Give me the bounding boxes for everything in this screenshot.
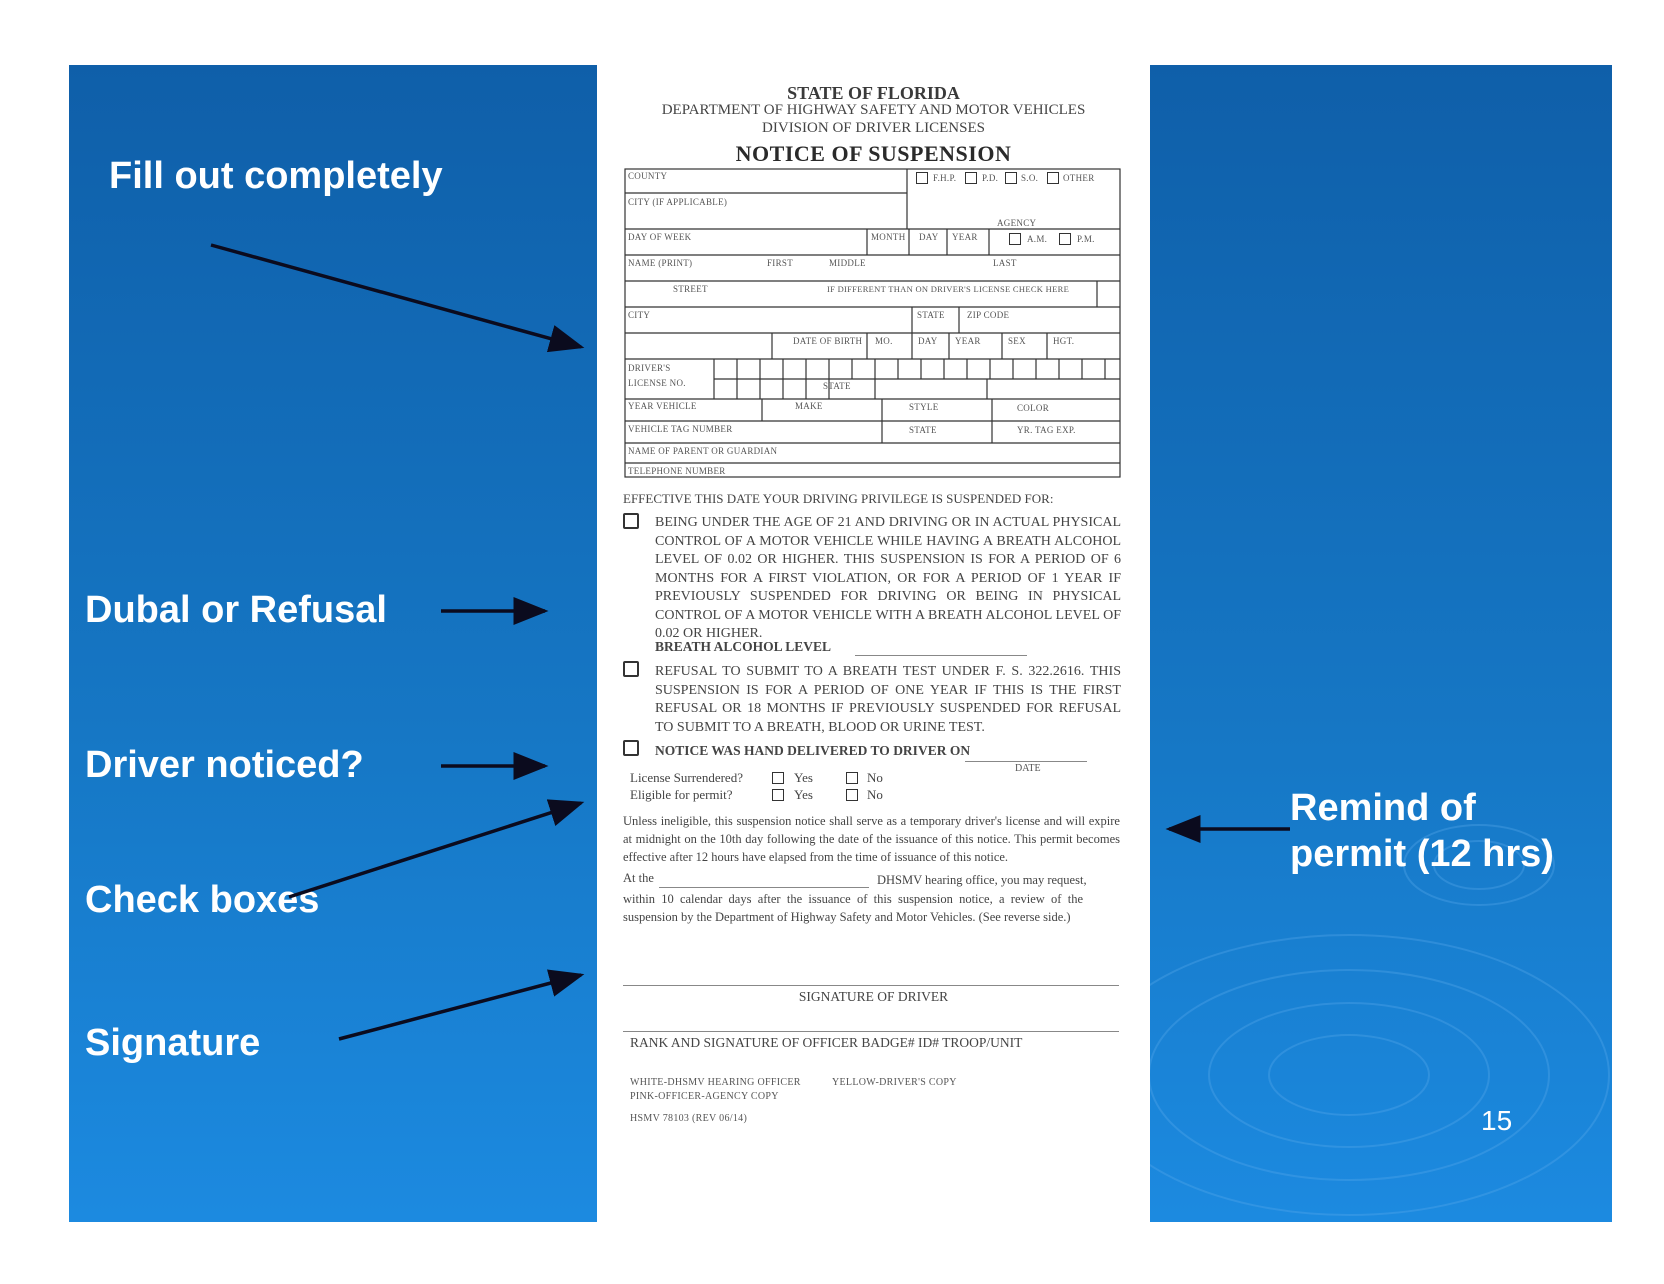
label-hgt: HGT. <box>1053 336 1075 346</box>
callout-remind-line1: Remind of <box>1290 787 1476 829</box>
label-year-vehicle: YEAR VEHICLE <box>628 401 697 411</box>
label-dob-year: YEAR <box>955 336 981 346</box>
label-tag-exp: YR. TAG EXP. <box>1017 425 1076 435</box>
label-agency: AGENCY <box>997 218 1037 228</box>
copy-white: WHITE-DHSMV HEARING OFFICER <box>630 1077 801 1088</box>
checkbox-eligible-no[interactable] <box>846 789 858 801</box>
hand-delivered-text: NOTICE WAS HAND DELIVERED TO DRIVER ON <box>655 743 971 758</box>
label-dob-mo: MO. <box>875 336 893 346</box>
license-surrendered-label: License Surrendered? <box>630 770 743 785</box>
officer-signature-line[interactable] <box>623 1031 1119 1032</box>
form-number: HSMV 78103 (REV 06/14) <box>630 1113 748 1124</box>
form-division: DIVISION OF DRIVER LICENSES <box>762 120 985 136</box>
label-tag-state: STATE <box>909 425 937 435</box>
driver-signature-label: SIGNATURE OF DRIVER <box>798 989 949 1004</box>
under21-text: BEING UNDER THE AGE OF 21 AND DRIVING OR IN ACTUAL PHYSICAL CONTROL OF A MOTOR VEHICLE WHILE HAVING A BREATH ALCOHOL LEVEL OF 0.02 OR HIGHER. THIS SUSPENSION IS FOR A PERIOD OF 6 MONTHS FOR A FIRST VIOLATION, OR FOR A PERIOD OF 1 YEAR IF PREVIOUSLY SUSPENDED FOR DRIVING OR BEING IN PHYSICAL CONTROL OF A MOTOR VEHICLE WITH A BREATH ALCOHOL LEVEL OF 0.02 OR HIGHER. <box>655 515 1121 641</box>
label-middle: MIDDLE <box>829 258 866 268</box>
label-first: FIRST <box>767 258 794 268</box>
officer-signature-label: RANK AND SIGNATURE OF OFFICER BADGE# ID# TROOP/UNIT <box>630 1035 1023 1050</box>
label-parent: NAME OF PARENT OR GUARDIAN <box>628 446 778 456</box>
refusal-text: REFUSAL TO SUBMIT TO A BREATH TEST UNDER F. S. 322.2616. THIS SUSPENSION IS FOR A PERIOD OF ONE YEAR IF THIS IS THE FIRST REFUSAL OR 18 MONTHS IF PREVIOUSLY SUSPENDED FOR REFUSAL TO SUBMIT TO A BREATH, BLOOD OR URINE TEST. <box>655 664 1121 735</box>
label-so: S.O. <box>1021 173 1039 183</box>
callout-driver-noticed: Driver noticed? <box>85 744 364 786</box>
eligible-no-label: No <box>867 787 883 802</box>
label-year: YEAR <box>952 232 978 242</box>
callout-remind-permit <box>1290 785 1554 877</box>
label-dl-line2: LICENSE NO. <box>628 378 686 388</box>
label-dob-day: DAY <box>918 336 938 346</box>
permit-text: Unless ineligible, this suspension notice shall serve as a temporary driver's license and will expire at midnight on the 10th day following the date of the issuance of this notice. This permit becomes effective after 12 hours have elapsed from the time of issuance of this notice. <box>623 814 1120 864</box>
date-label: DATE <box>1015 763 1041 774</box>
label-name-print: NAME (PRINT) <box>628 258 693 268</box>
label-color: COLOR <box>1017 403 1050 413</box>
effective-statement: EFFECTIVE THIS DATE YOUR DRIVING PRIVILEGE IS SUSPENDED FOR: <box>623 491 1054 506</box>
form-state: STATE OF FLORIDA <box>787 83 960 103</box>
form-title: NOTICE OF SUSPENSION <box>735 141 1012 166</box>
label-last: LAST <box>993 258 1017 268</box>
label-city: CITY <box>628 310 651 320</box>
callout-fill-out: Fill out completely <box>109 155 443 197</box>
checkbox-surrendered-no[interactable] <box>846 772 858 784</box>
callout-remind-line2: permit (12 hrs) <box>1290 833 1554 875</box>
hearing-office-text: DHSMV hearing office, you may request, <box>877 873 1087 887</box>
surrendered-yes-label: Yes <box>794 770 813 785</box>
checkbox-other[interactable] <box>1047 172 1059 184</box>
label-city-if-applicable: CITY (IF APPLICABLE) <box>628 197 728 207</box>
label-state: STATE <box>917 310 945 320</box>
slide-background <box>69 65 1612 1222</box>
checkbox-eligible-yes[interactable] <box>772 789 784 801</box>
label-pm: P.M. <box>1077 234 1095 244</box>
checkbox-fhp[interactable] <box>916 172 928 184</box>
label-tag: VEHICLE TAG NUMBER <box>628 424 733 434</box>
copy-pink: PINK-OFFICER-AGENCY COPY <box>630 1091 779 1102</box>
eligible-permit-label: Eligible for permit? <box>630 787 733 802</box>
callout-dubal-refusal: Dubal or Refusal <box>85 589 387 631</box>
label-street: STREET <box>673 284 708 294</box>
label-if-different: IF DIFFERENT THAN ON DRIVER'S LICENSE CHECK HERE <box>827 284 1070 294</box>
form-field-grid <box>597 65 1150 585</box>
label-dl-state: STATE <box>823 381 851 391</box>
checkbox-under21[interactable] <box>623 513 639 529</box>
label-month: MONTH <box>871 232 906 242</box>
checkbox-surrendered-yes[interactable] <box>772 772 784 784</box>
hand-delivered-date-line <box>965 761 1087 762</box>
breath-alcohol-line <box>855 655 1027 656</box>
eligible-yes-label: Yes <box>794 787 813 802</box>
form-department: DEPARTMENT OF HIGHWAY SAFETY AND MOTOR VEHICLES <box>661 102 1086 118</box>
driver-signature-line[interactable] <box>623 985 1119 986</box>
checkbox-pd[interactable] <box>965 172 977 184</box>
label-other: OTHER <box>1063 173 1095 183</box>
notice-of-suspension-form <box>597 65 1150 1222</box>
label-county: COUNTY <box>628 171 668 181</box>
label-dl-line1: DRIVER'S <box>628 363 671 373</box>
page-number: 15 <box>1481 1105 1513 1136</box>
label-dob: DATE OF BIRTH <box>793 336 863 346</box>
callout-signature: Signature <box>85 1022 261 1064</box>
label-pd: P.D. <box>982 173 999 183</box>
hearing-text: within 10 calendar days after the issuance of this suspension notice, a review of the suspension by the Department of Highway Safety and Motor Vehicles. (See reverse side.) <box>623 892 1083 924</box>
label-zip: ZIP CODE <box>967 310 1010 320</box>
label-am: A.M. <box>1027 234 1048 244</box>
label-sex: SEX <box>1008 336 1026 346</box>
copy-yellow: YELLOW-DRIVER'S COPY <box>832 1077 957 1088</box>
label-day-of-week: DAY OF WEEK <box>628 232 692 242</box>
label-day: DAY <box>919 232 939 242</box>
breath-alcohol-label: BREATH ALCOHOL LEVEL <box>655 639 832 654</box>
label-style: STYLE <box>909 402 939 412</box>
label-fhp: F.H.P. <box>933 173 957 183</box>
checkbox-am[interactable] <box>1009 233 1021 245</box>
at-the-label: At the <box>623 871 654 885</box>
callout-check-boxes: Check boxes <box>85 879 320 921</box>
checkbox-hand-delivered[interactable] <box>623 740 639 756</box>
surrendered-no-label: No <box>867 770 883 785</box>
checkbox-so[interactable] <box>1005 172 1017 184</box>
label-phone: TELEPHONE NUMBER <box>628 466 726 476</box>
checkbox-refusal[interactable] <box>623 661 639 677</box>
checkbox-pm[interactable] <box>1059 233 1071 245</box>
hearing-office-line <box>659 887 869 888</box>
label-make: MAKE <box>795 401 823 411</box>
